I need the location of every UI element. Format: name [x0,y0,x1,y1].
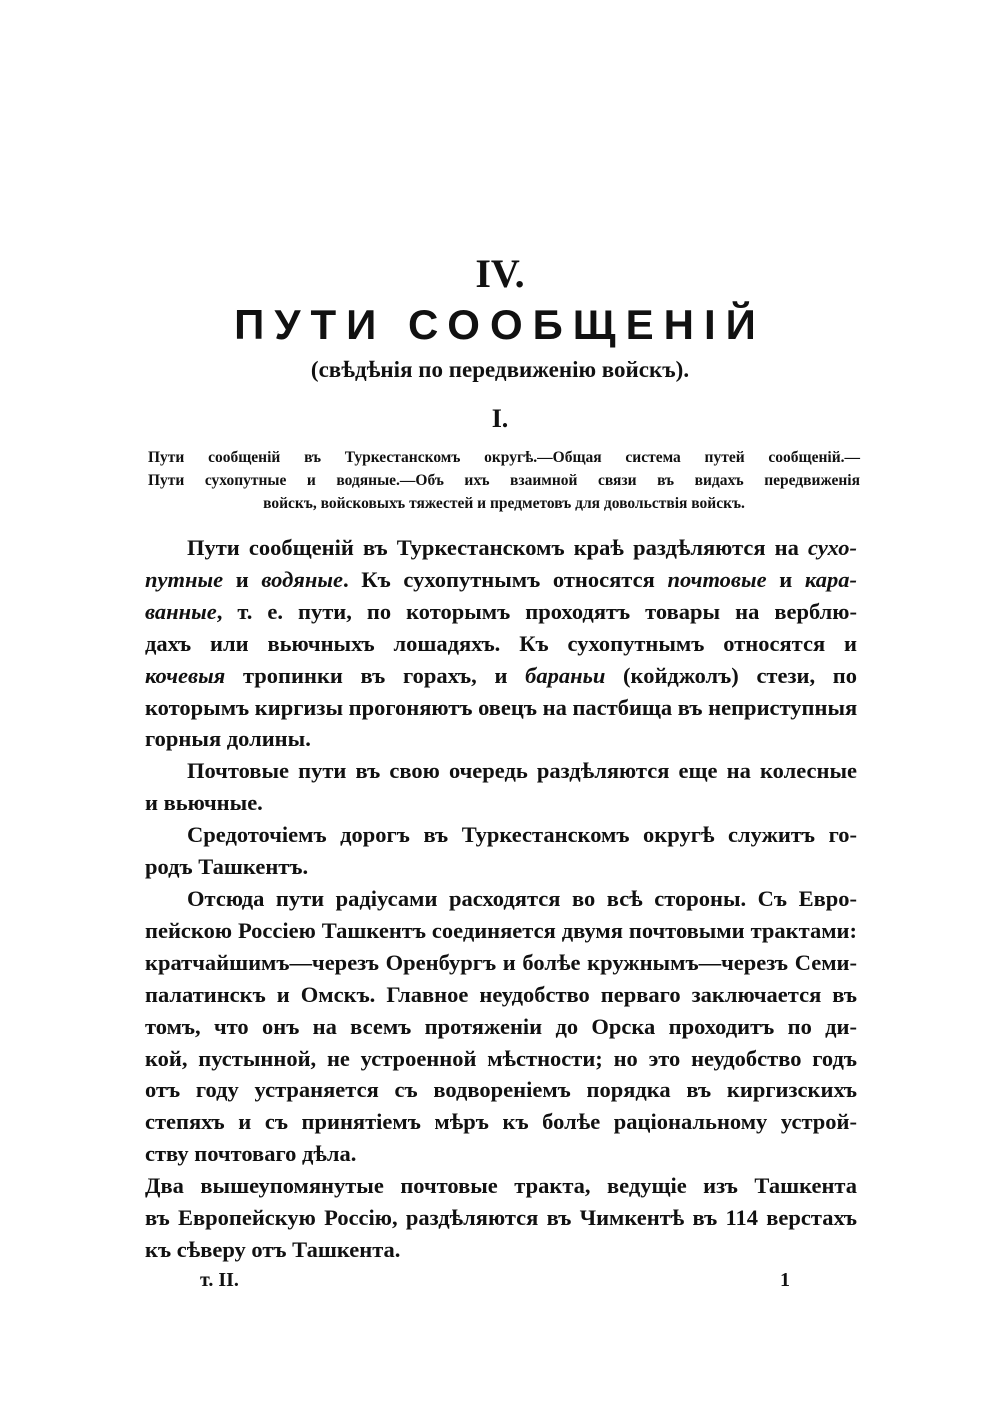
text-run: Пути сообщеній въ Туркестанскомъ краѣ раздѣляются на [187,535,809,560]
emphasis-term: почтовые [667,566,767,592]
text-line: къ сѣверу отъ Ташкента. [145,1236,401,1262]
body-text [145,532,857,1266]
text-line [145,532,857,564]
paragraph-4 [145,883,857,1170]
text-line: горныя долины. [145,726,311,752]
chapter-title: ПУТИ СООБЩЕНІЙ [234,301,766,348]
text-line: кратчайшимъ—черезъ Оренбургъ и болѣе кружнымъ—черезъ Семи- [145,949,857,975]
summary-line: Пути сухопутные и водяные.—Объ ихъ взаимной связи въ видахъ передвиженія [148,472,860,489]
text-run: (койджолъ) стези, по [605,662,857,688]
text-run: и [766,566,805,592]
text-line: и вьючные. [145,790,263,816]
text-line: отъ году устраняется съ водвореніемъ порядка въ киргизскихъ [145,1077,857,1103]
text-line: томъ, что онъ на всемъ протяженіи до Орска проходитъ по ди- [145,1013,857,1039]
emphasis-term: водяные [261,566,343,592]
paragraph-3 [145,819,857,883]
page-number: 1 [780,1269,790,1291]
text-line: кой, пустынной, не устроенной мѣстности; но это неудобство годъ [145,1045,857,1071]
text-line: Отсюда пути радіусами расходятся во всѣ стороны. Съ Евро- [187,885,857,911]
text-line [145,564,857,596]
summary-line: Пути сообщеній въ Туркестанскомъ округѣ.—Общая система путей сообщеній.— [148,449,860,466]
emphasis-term: кочевыя [145,662,226,688]
text-line: Два вышеупомянутые почтовые тракта, ведущіе изъ Ташкента [145,1173,857,1199]
chapter-subtitle: (свѣдѣнія по передвиженію войскъ). [310,357,690,382]
emphasis-term: сухо- [808,535,857,560]
section-summary [148,446,860,515]
paragraph-1 [145,532,857,755]
paragraph-5 [145,1170,857,1266]
text-line: въ Европейскую Россію, раздѣляются въ Чимкентѣ въ 114 верстахъ [145,1205,857,1231]
emphasis-term: путные [145,566,224,592]
emphasis-term: кара- [804,566,857,592]
text-run: , т. е. пути, по которымъ проходятъ товары на верблю- [216,598,857,624]
section-number: I. [491,404,509,433]
text-line: родъ Ташкентъ. [145,854,309,880]
text-line: дахъ или вьючныхъ лошадяхъ. Къ сухопутнымъ относятся и [145,630,857,656]
text-line: которымъ киргизы прогоняютъ овецъ на пастбища въ неприступныя [145,694,858,720]
text-line: Почтовые пути въ свою очередь раздѣляются еще на колесные [187,758,857,784]
volume-signature: т. II. [200,1269,239,1291]
text-line: Средоточіемъ дорогъ въ Туркестанскомъ округѣ служитъ го- [187,822,857,848]
text-line: пейскою Россіею Ташкентъ соединяется двумя почтовыми трактами: [145,917,857,943]
text-line: ству почтоваго дѣла. [145,1141,357,1167]
emphasis-term: бараньи [525,662,606,688]
text-run: тропинки въ горахъ, и [225,662,526,688]
text-line: палатинскъ и Омскъ. Главное неудобство перваго заключается въ [145,981,857,1007]
text-line: степяхъ и съ принятіемъ мѣръ къ болѣе раціональному устрой- [145,1109,857,1135]
text-run: . Къ сухопутнымъ относятся [342,566,668,592]
emphasis-term: ванные [145,598,217,624]
text-line [145,660,857,692]
text-run: и [223,566,262,592]
paragraph-2 [145,755,857,819]
text-line [145,596,857,628]
summary-line: войскъ, войсковыхъ тяжестей и предметовъ для довольствія войскъ. [263,495,745,512]
chapter-number: IV. [475,251,525,296]
